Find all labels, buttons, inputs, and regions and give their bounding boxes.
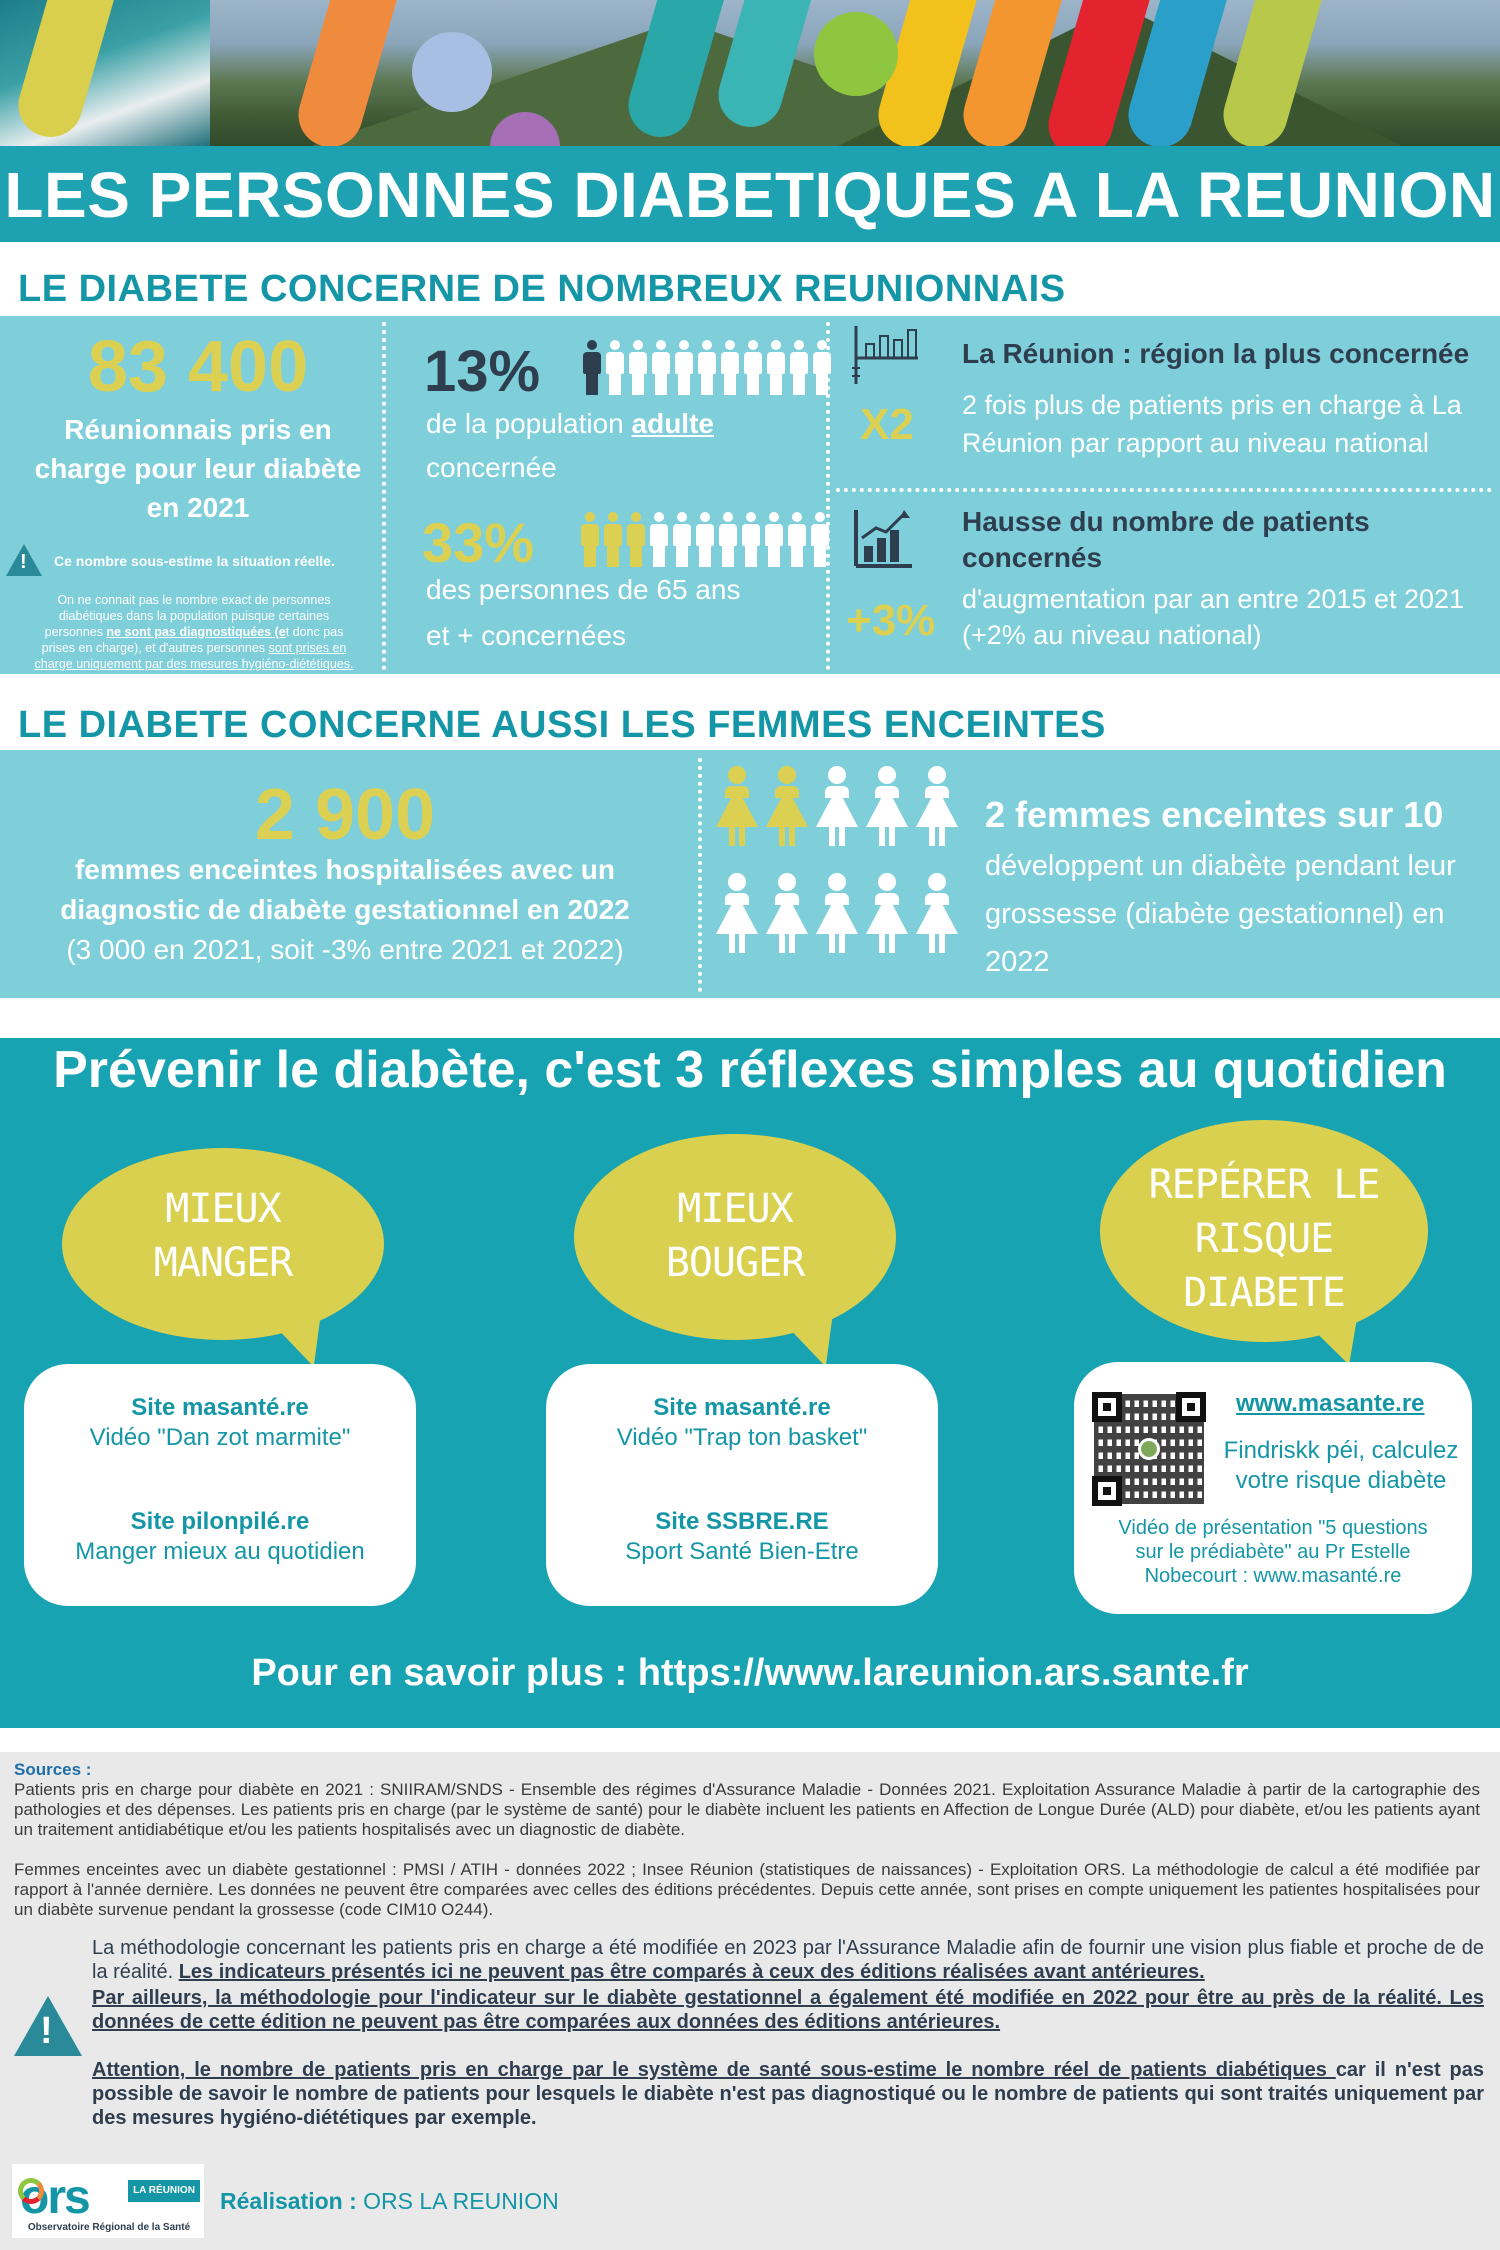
divider [698, 758, 702, 992]
woman-icon [716, 873, 758, 953]
rising-chart-icon [852, 508, 914, 570]
person-icon [674, 340, 694, 396]
person-icon [580, 512, 600, 568]
woman-icon [716, 766, 758, 846]
person-icon [789, 340, 809, 396]
page-title: LES PERSONNES DIABETIQUES A LA REUNION [4, 159, 1496, 231]
person-icon [628, 340, 648, 396]
prevention-heading: Prévenir le diabète, c'est 3 réflexes simples au quotidien [53, 1041, 1447, 1099]
person-icon [605, 340, 625, 396]
video-title: Vidéo "Trap ton basket" [616, 1424, 868, 1451]
qr-code-icon[interactable] [1092, 1392, 1206, 1506]
seniors-label-line2: et + concernées [426, 620, 627, 651]
increase-text: (+2% au niveau national) [962, 620, 1262, 650]
resource-card-bouger [546, 1364, 938, 1606]
person-icon [718, 512, 738, 568]
patients-label-line: charge pour leur diabète [34, 453, 362, 484]
person-icon [651, 340, 671, 396]
person-icon [697, 340, 717, 396]
person-icon [812, 340, 832, 396]
person-icon [741, 512, 761, 568]
patients-label-line: en 2021 [146, 492, 250, 523]
woman-icon [816, 766, 858, 846]
divider [836, 488, 1492, 492]
person-icon [582, 340, 602, 396]
pregnancy-ratio-text: grossesse (diabète gestationnel) en [985, 898, 1445, 930]
person-icon [810, 512, 830, 568]
resource-desc: Sport Santé Bien-Etre [625, 1538, 859, 1565]
bubble-label-mieux-manger: MIEUX MANGER [153, 1186, 293, 1286]
findrisk-text: Findriskk péi, calculez votre risque diabète [1223, 1437, 1459, 1494]
resource-card-manger [24, 1364, 416, 1606]
decor-dot [412, 32, 492, 112]
adults-people-icons [582, 340, 832, 396]
woman-icon [866, 873, 908, 953]
person-icon [695, 512, 715, 568]
adults-label: de la population adulte [426, 408, 714, 439]
link-ssbre[interactable]: Site SSBRE.RE [655, 1508, 829, 1535]
section-heading-femmes: LE DIABETE CONCERNE AUSSI LES FEMMES ENCEINTES [18, 704, 1106, 746]
woman-icon [866, 766, 908, 846]
pregnancy-count: 2 900 [254, 775, 436, 855]
pregnancy-ratio-text: développent un diabète pendant leur [985, 850, 1456, 882]
person-icon [603, 512, 623, 568]
bubble-label-reperer: REPÉRER LE RISQUE DIABETE [1148, 1162, 1380, 1316]
pregnancy-label: (3 000 en 2021, soit -3% entre 2021 et 2022) [66, 934, 624, 965]
bubble-label-mieux-bouger: MIEUX BOUGER [665, 1186, 805, 1286]
resource-card-risque [1074, 1362, 1472, 1614]
section-heading-reunionnais: LE DIABETE CONCERNE DE NOMBREUX REUNIONNAIS [18, 268, 1066, 310]
adults-percent: 13% [424, 339, 541, 404]
more-info-link[interactable]: Pour en savoir plus : https://www.lareunion.ars.sante.fr [251, 1652, 1249, 1694]
pregnancy-ratio-text: 2022 [985, 946, 1050, 978]
woman-icon [766, 766, 808, 846]
decor-dot [814, 12, 898, 96]
region-title: La Réunion : région la plus concernée [962, 338, 1470, 369]
methodology-note: La méthodologie concernant les patients pris en charge a été modifiée en 2023 par l'Assurance Maladie afin de fournir une vision plus fiable et proche de de la réalité. Les indicateurs présentés ici ne peuvent pas être comparés à ceux des éditions réalisées avant antérieures. [92, 1937, 1484, 1983]
realisation-credit: Réalisation : ORS LA REUNION [220, 2188, 559, 2214]
source-patients: Patients pris en charge pour diabète en 2021 : SNIIRAM/SNDS - Ensemble des régimes d'Assurance Maladie - Données 2021. Exploitation Assurance Maladie à partir de la cartographie des pathologies et des dépenses. Les patients pris en charge (par le système de santé) pour le diabète incluent les patients en Affection de Longue Durée (ALD) pour diabète, et/ou les patients ayant un traitement antidiabétique et/ou les patients hospitalisés avec un diagnostic de diabète. [14, 1780, 1480, 1839]
adults-label-line2: concernée [426, 452, 557, 483]
increase-text: d'augmentation par an entre 2015 et 2021 [962, 584, 1465, 614]
patients-label-line: Réunionnais pris en [64, 414, 332, 445]
video-presentation-text: Vidéo de présentation "5 questions sur le prédiabète" au Pr Estelle Nobecourt : www.masanté.re [1118, 1517, 1428, 1587]
video-title: Vidéo "Dan zot marmite" [89, 1424, 351, 1451]
link-masante[interactable]: Site masanté.re [131, 1394, 309, 1421]
person-icon [766, 340, 786, 396]
pregnancy-label: femmes enceintes hospitalisées avec un [74, 854, 616, 885]
region-text: Réunion par rapport au niveau national [962, 428, 1429, 458]
source-femmes: Femmes enceintes avec un diabète gestationnel : PMSI / ATIH - données 2022 ; Insee Réunion (statistiques de naissances) - Exploitation ORS. La méthodologie de calcul a été modifiée par rapport à l'année dernière. Les données ne peuvent être comparées avec celles des éditions précédentes. Depuis cette année, sont prises en compte uniquement les patientes hospitalisées pour un diabète survenue pendant la grossesse (code CIM10 O244). [14, 1860, 1480, 1919]
link-masante-re[interactable]: www.masante.re [1236, 1390, 1425, 1417]
pregnancy-label: diagnostic de diabète gestationnel en 2022 [60, 894, 630, 925]
person-icon [764, 512, 784, 568]
increase-title: Hausse du nombre de patients [962, 506, 1370, 537]
bar-chart-icon [852, 326, 920, 386]
pregnancy-ratio-title: 2 femmes enceintes sur 10 [985, 794, 1444, 835]
woman-icon [916, 873, 958, 953]
methodology-note-gestational: Par ailleurs, la méthodologie pour l'indicateur sur le diabète gestationnel a également été modifiée en 2022 pour être au près de la réalité. Les données de cette édition ne peuvent pas être comparées aux données des éditions antérieures. [92, 1987, 1484, 2033]
ors-logo: ors LA RÉUNION Observatoire Régional de la Santé [12, 2164, 204, 2238]
warning-detail: On ne connait pas le nombre exact de personnes diabétiques dans la population puisque certaines personnes ne sont pas diagnostiquées (et donc pas prises en charge), et d'autres personnes sont prises en charge uniquement par des mesures hygiéno-diététiques. [34, 593, 354, 671]
region-text: 2 fois plus de patients pris en charge à La [962, 390, 1462, 420]
women-icons [716, 766, 966, 972]
woman-icon [916, 766, 958, 846]
resource-desc: Manger mieux au quotidien [75, 1538, 365, 1565]
seniors-people-icons [580, 512, 830, 568]
person-icon [649, 512, 669, 568]
seniors-label: des personnes de 65 ans [426, 574, 741, 605]
woman-icon [816, 873, 858, 953]
header-banner-image [0, 0, 1500, 146]
patients-count: 83 400 [87, 327, 309, 407]
seniors-percent: 33% [422, 511, 535, 574]
person-icon [720, 340, 740, 396]
warning-text: Ce nombre sous-estime la situation réelle. [54, 553, 335, 569]
person-icon [626, 512, 646, 568]
increase-title: concernés [962, 542, 1103, 573]
link-masante[interactable]: Site masanté.re [653, 1394, 831, 1421]
title-bar [0, 146, 1500, 242]
increase-value: +3% [846, 596, 936, 645]
person-icon [672, 512, 692, 568]
sources-label: Sources : [14, 1760, 92, 1779]
link-pilonpile[interactable]: Site pilonpilé.re [130, 1508, 310, 1535]
woman-icon [766, 873, 808, 953]
person-icon [743, 340, 763, 396]
attention-note: Attention, le nombre de patients pris en charge par le système de santé sous-estime le nombre réel de patients diabétiques car il n'est pas possible de savoir le nombre de patients pour lesquels le diabète n'est pas diagnostiqué ou le nombre de patients qui sont traités uniquement par des mesures hygiéno-diététiques par exemple. [92, 2059, 1484, 2129]
person-icon [787, 512, 807, 568]
region-multiplier: X2 [860, 400, 914, 449]
